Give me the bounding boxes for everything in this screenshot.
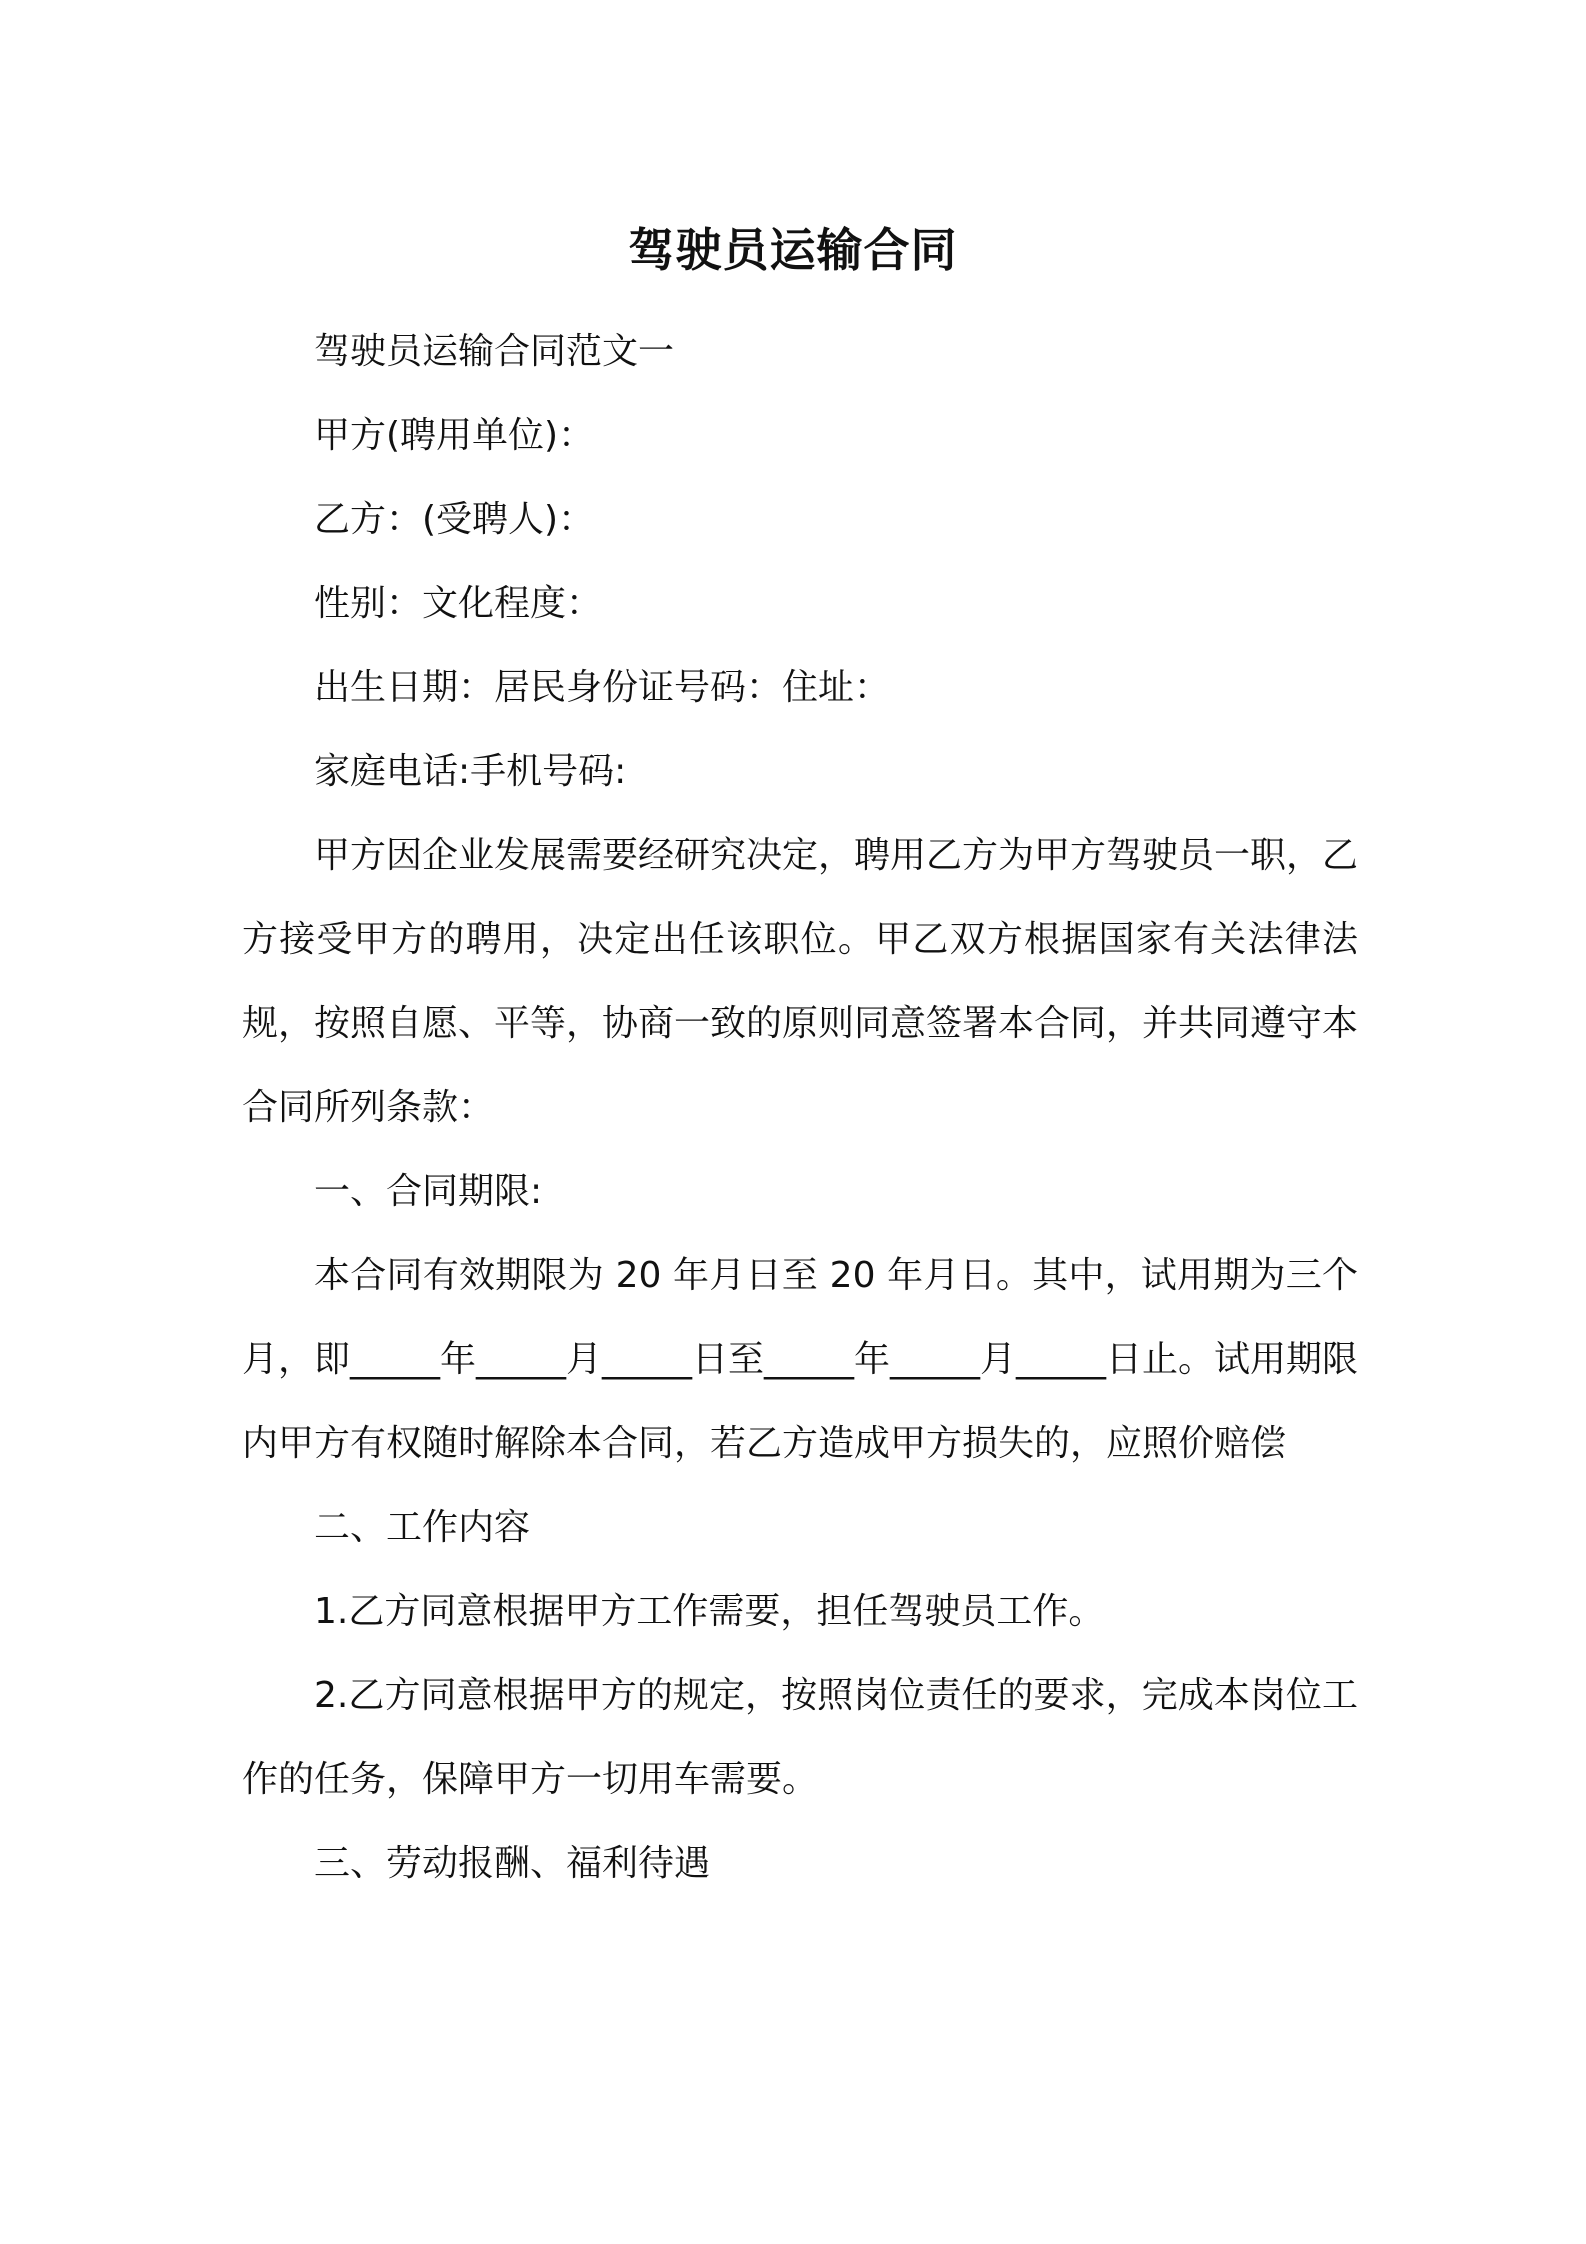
paragraph-work-item-1: 1.乙方同意根据甲方工作需要，担任驾驶员工作。 xyxy=(314,1591,1105,1632)
paragraph-birth-id-address: 出生日期：居民身份证号码：住址： xyxy=(314,667,891,708)
paragraph-phones: 家庭电话:手机号码: xyxy=(314,751,627,792)
paragraph-work-item-2: 2.乙方同意根据甲方的规定，按照岗位责任的要求，完成本岗位工作的任务，保障甲方一切用车需要。 xyxy=(242,1675,1358,1800)
section-heading-work: 二、工作内容 xyxy=(314,1507,531,1548)
section-heading-term: 一、合同期限: xyxy=(314,1171,543,1212)
section-heading-remuneration: 三、劳动报酬、福利待遇 xyxy=(314,1843,711,1884)
paragraph-term-detail: 本合同有效期限为 20 年月日至 20 年月日。其中，试用期为三个月，即_____年_____月_____日至_____年_____月_____日止。试用期限内甲方有权随时解除本合同，若乙方造成甲方损失的，应照价赔偿 xyxy=(242,1255,1359,1464)
document-body xyxy=(242,310,1358,1906)
paragraph-gender-education: 性别：文化程度： xyxy=(314,583,603,624)
document-title: 驾驶员运输合同 xyxy=(628,223,958,277)
paragraph-heading-sample: 驾驶员运输合同范文一 xyxy=(314,331,675,372)
paragraph-party-a: 甲方(聘用单位)： xyxy=(314,415,595,456)
paragraph-preamble: 甲方因企业发展需要经研究决定，聘用乙方为甲方驾驶员一职，乙方接受甲方的聘用，决定出任该职位。甲乙双方根据国家有关法律法规，按照自愿、平等，协商一致的原则同意签署本合同，并共同遵守本合同所列条款： xyxy=(242,835,1359,1128)
paragraph-party-b: 乙方：(受聘人)： xyxy=(314,499,595,540)
